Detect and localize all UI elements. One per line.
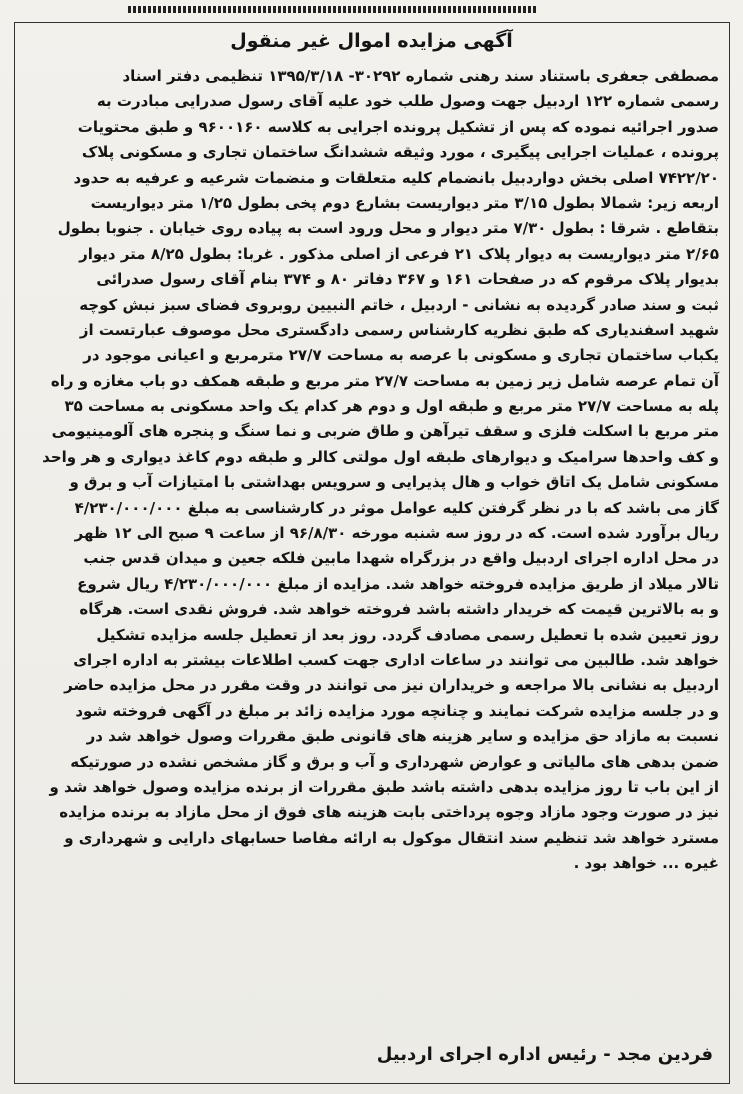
body-line: گاز می باشد که با در نظر گرفتن کلیه عوامل موثر در کارشناسی به مبلغ ۴/۲۳۰/۰۰۰/۰۰۰ xyxy=(74,498,719,517)
body-line: اربعه زیر: شمالا بطول ۳/۱۵ متر دیواریست بشارع دوم پخی بطول ۱/۲۵ متر دیواریست xyxy=(90,193,719,212)
body-line: خواهد شد. طالبین می توانند در ساعات اداری جهت کسب اطلاعات بیشتر به اداره اجرای xyxy=(73,650,719,669)
signature-line: فردین مجد - رئیس اداره اجرای اردبیل xyxy=(376,1044,713,1065)
notice-title: آگهی مزایده اموال غیر منقول xyxy=(230,30,513,52)
body-line: متر مربع با اسکلت فلزی و سقف تیرآهن و طاق ضربی و نما سنگ و پنجره های آلومینیومی xyxy=(51,422,719,441)
body-line: ۷۴۲۲/۲۰ اصلی بخش دواردبیل بانضمام کلیه متعلقات و منضمات شرعیه و عرفیه به حدود xyxy=(73,168,719,187)
body-line: در محل اداره اجرای اردبیل واقع در بزرگراه شهدا مابین فلکه جعین و میدان قدس جنب xyxy=(83,549,719,568)
body-line: نسبت به مازاد حق مزایده و سایر هزینه های قانونی طبق مقررات وصول خواهد شد در xyxy=(86,727,719,746)
body-line: رسمی شماره ۱۲۲ اردبیل جهت وصول طلب خود علیه آقای رسول صدرایی مبادرت به xyxy=(96,92,719,111)
body-line: از این باب تا روز مزایده بدهی داشته باشد طبق مقررات از برنده مزایده وصول خواهد شد و xyxy=(49,777,719,796)
body-line: ضمن بدهی های مالیاتی و عوارض شهرداری و آب و برق و گاز مشخص نشده در صورتیکه xyxy=(70,752,719,771)
body-line: ریال برآورد شده است. که در روز سه شنبه مورخه ۹۶/۸/۳۰ از ساعت ۹ صبح الی ۱۲ ظهر xyxy=(74,524,719,543)
body-line: یکباب ساختمان تجاری و مسکونی با عرصه به مساحت ۲۷/۷ مترمربع و اعیانی موجود در xyxy=(83,346,719,365)
body-line: تالار میلاد از طریق مزایده فروخته خواهد شد. مزایده از مبلغ ۴/۲۳۰/۰۰۰/۰۰۰ ریال شروع xyxy=(77,574,719,593)
body-line: ثبت و سند صادر گردیده به نشانی - اردبیل ، خاتم النبیین روبروی فضای سبز نبش کوچه xyxy=(79,295,719,314)
body-line: بدیوار پلاک مرقوم که در صفحات ۱۶۱ و ۳۶۷ دفاتر ۸۰ و ۳۷۴ بنام آقای رسول صدرائی xyxy=(96,270,719,289)
body-line: مسترد خواهد شد تنظیم سند انتقال موکول به ارائه مفاصا حسابهای دارایی و شهرداری و xyxy=(64,828,719,847)
body-line: و در جلسه مزایده شرکت نمایند و چنانچه مورد مزایده زائد بر مبلغ در آگهی فروخته شود xyxy=(75,701,719,720)
body-line: صدور اجرائیه نموده که پس از تشکیل پرونده اجرایی به کلاسه ۹۶۰۰۱۶۰ و طبق محتویات xyxy=(77,117,719,136)
body-line: پله به مساحت ۲۷/۷ متر مربع و طبقه اول و دوم هر کدام یک واحد مسکونی به مساحت ۳۵ xyxy=(64,397,719,416)
body-line: و کف واحدها سرامیک و دیوارهای طبقه اول مولتی کالر و طبقه دوم کاغذ دیواری و هر واحد xyxy=(42,447,719,466)
top-decorative-rule xyxy=(128,6,538,13)
body-line: اردبیل به نشانی بالا مراجعه و خریداران نیز می توانند در وقت مقرر در محل مزایده حاضر xyxy=(64,676,719,695)
body-line: شهید اسفندیاری که طبق نظریه کارشناس رسمی دادگستری محل موصوف عبارتست از xyxy=(79,320,719,339)
body-line: آن تمام عرصه شامل زیر زمین به مساحت ۲۷/۷ متر مربع و طبقه همکف دو باب مغازه و راه xyxy=(50,371,719,390)
body-line: و به بالاترین قیمت که خریدار داشته باشد فروخته خواهد شد. فروش نقدی است. هرگاه xyxy=(79,600,719,619)
body-line: نیز در صورت وجود مازاد وجوه پرداختی بابت هزینه های فوق از محل مازاد به برنده مزایده xyxy=(59,803,719,822)
notice-body xyxy=(19,64,719,877)
body-line: پرونده ، عملیات اجرایی پیگیری ، مورد وثیقه ششدانگ ساختمان تجاری و مسکونی پلاک xyxy=(81,143,719,162)
body-line: غیره ... خواهد بود . xyxy=(573,854,719,873)
body-line: مسکونی شامل یک اتاق خواب و هال پذیرایی و سرویس بهداشتی با امتیازات آب و برق و xyxy=(69,473,719,492)
body-line: ۲/۶۵ متر دیواریست به دیوار پلاک ۲۱ فرعی از اصلی مذکور . غربا: بطول ۸/۲۵ متر دیوار xyxy=(79,244,719,263)
body-line: روز تعیین شده با تعطیل رسمی مصادف گردد. روز بعد از تعطیل جلسه مزایده تشکیل xyxy=(96,625,719,644)
body-line: مصطفی جعفری باستناد سند رهنی شماره ۳۰۲۹۲- ۱۳۹۵/۳/۱۸ تنظیمی دفتر اسناد xyxy=(122,67,719,85)
body-line: بتقاطع . شرقا : بطول ۷/۳۰ متر دیوار و محل ورود است به پیاده روی خیابان . جنوبا بطول xyxy=(57,219,719,238)
